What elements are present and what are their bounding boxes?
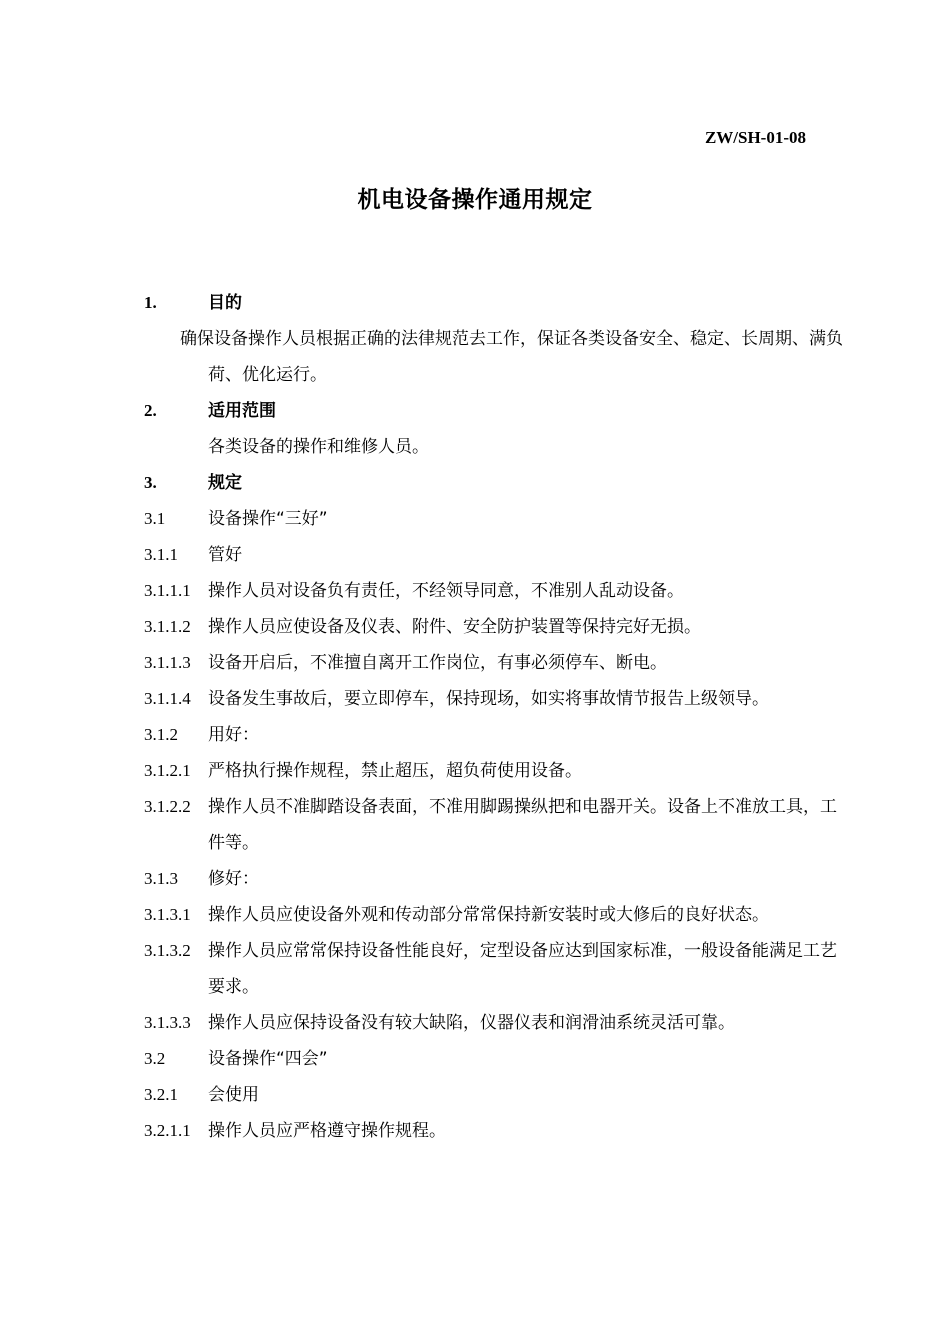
item-text: 操作人员对设备负有责任，不经领导同意，不准别人乱动设备。 xyxy=(208,581,684,601)
item-number: 3.1.1.3 xyxy=(144,653,191,672)
list-item xyxy=(144,1041,844,1077)
item-number: 3.1.1.4 xyxy=(144,689,191,708)
section-heading xyxy=(144,393,844,429)
item-text: 操作人员应使设备及仪表、附件、安全防护装置等保持完好无损。 xyxy=(208,617,701,637)
item-text: 设备发生事故后，要立即停车，保持现场，如实将事故情节报告上级领导。 xyxy=(208,689,769,709)
item-text: 严格执行操作规程，禁止超压，超负荷使用设备。 xyxy=(208,761,582,781)
list-item xyxy=(144,609,844,645)
section-number: 1. xyxy=(144,293,157,312)
list-item xyxy=(144,1005,844,1041)
list-item xyxy=(144,537,844,573)
list-item xyxy=(144,789,844,861)
item-text: 操作人员应严格遵守操作规程。 xyxy=(208,1121,446,1141)
item-number: 3.1.2 xyxy=(144,725,178,744)
item-text: 设备开启后，不准擅自离开工作岗位，有事必须停车、断电。 xyxy=(208,653,667,673)
section-number: 3. xyxy=(144,473,157,492)
item-number: 3.1.1.2 xyxy=(144,617,191,636)
item-text: 修好： xyxy=(208,869,259,889)
section-heading xyxy=(144,285,844,321)
item-number: 3.1 xyxy=(144,509,166,528)
list-item xyxy=(144,1113,844,1149)
item-number: 3.1.1 xyxy=(144,545,178,564)
document-body xyxy=(144,285,844,1149)
paragraph: 各类设备的操作和维修人员。 xyxy=(208,437,429,457)
item-number: 3.2.1 xyxy=(144,1085,178,1104)
item-text: 操作人员不准脚踏设备表面，不准用脚踢操纵把和电器开关。设备上不准放工具，工件等。 xyxy=(208,797,837,853)
item-text: 会使用 xyxy=(208,1085,259,1105)
list-item xyxy=(144,753,844,789)
list-item xyxy=(144,645,844,681)
list-item xyxy=(144,933,844,1005)
item-number: 3.2.1.1 xyxy=(144,1121,191,1140)
item-number: 3.1.3.2 xyxy=(144,941,191,960)
item-text: 设备操作“三好” xyxy=(208,509,328,529)
section-title: 适用范围 xyxy=(208,401,276,421)
item-number: 3.1.2.1 xyxy=(144,761,191,780)
list-item xyxy=(144,681,844,717)
paragraph: 确保设备操作人员根据正确的法律规范去工作，保证各类设备安全、稳定、长周期、满负荷、优化运行。 xyxy=(180,329,843,385)
item-text: 管好 xyxy=(208,545,242,565)
item-text: 操作人员应常常保持设备性能良好，定型设备应达到国家标准，一般设备能满足工艺要求。 xyxy=(208,941,837,997)
list-item xyxy=(144,861,844,897)
section-title: 目的 xyxy=(208,293,242,313)
section-heading xyxy=(144,465,844,501)
section-title: 规定 xyxy=(208,473,242,493)
document-title: 机电设备操作通用规定 xyxy=(357,187,593,213)
item-text: 用好： xyxy=(208,725,259,745)
list-item xyxy=(144,573,844,609)
item-text: 操作人员应使设备外观和传动部分常常保持新安装时或大修后的良好状态。 xyxy=(208,905,769,925)
list-item xyxy=(144,717,844,753)
list-item xyxy=(144,897,844,933)
item-number: 3.1.3.1 xyxy=(144,905,191,924)
item-number: 3.1.2.2 xyxy=(144,797,191,816)
item-number: 3.2 xyxy=(144,1049,166,1068)
document-code: ZW/SH-01-08 xyxy=(704,128,806,147)
item-number: 3.1.3 xyxy=(144,869,178,888)
item-text: 设备操作“四会” xyxy=(208,1049,328,1069)
item-number: 3.1.1.1 xyxy=(144,581,191,600)
item-text: 操作人员应保持设备没有较大缺陷，仪器仪表和润滑油系统灵活可靠。 xyxy=(208,1013,735,1033)
list-item xyxy=(144,501,844,537)
list-item xyxy=(144,1077,844,1113)
section-number: 2. xyxy=(144,401,157,420)
item-number: 3.1.3.3 xyxy=(144,1013,191,1032)
